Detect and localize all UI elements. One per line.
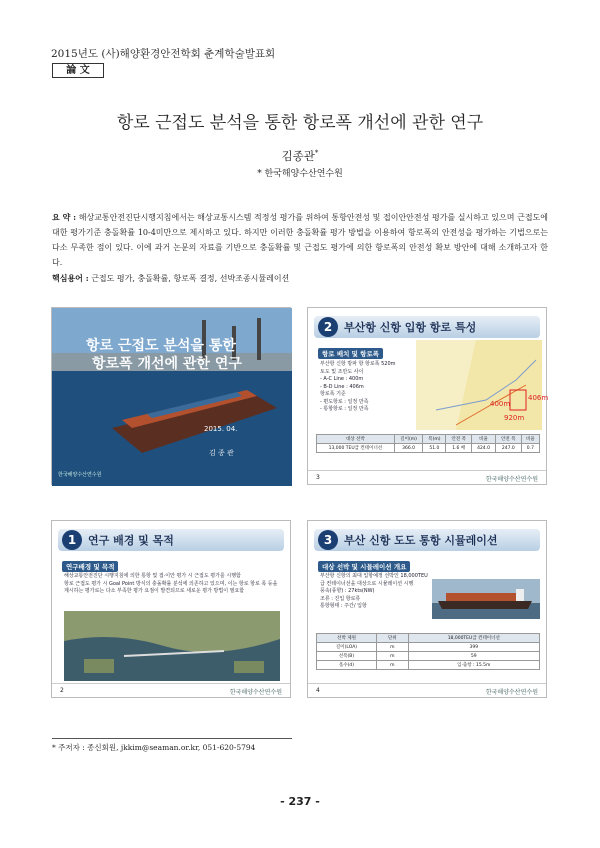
table-cell: m: [377, 661, 409, 670]
slide1-date: 2015. 04.: [204, 425, 238, 433]
slide-footer: [308, 470, 546, 484]
table-cell: 424.0: [472, 444, 496, 453]
table-cell: 366.0: [394, 444, 423, 453]
footnote-divider: [52, 738, 292, 739]
table-row: [317, 643, 540, 652]
slide1-org: 한국해양수산연수원: [58, 472, 102, 478]
slide-number-badge: 2: [318, 317, 338, 337]
table-header-cell: 단위: [377, 634, 409, 643]
slide-busan-port-route: [307, 307, 547, 485]
slide-number-badge: 3: [318, 530, 338, 550]
table-cell: m: [377, 652, 409, 661]
slide-header: [314, 316, 540, 338]
slide-org: 한국해양수산연수원: [485, 689, 538, 696]
table-header-cell: 대상 선박: [317, 435, 395, 444]
abstract-text: 해상교통안전진단시행지침에서는 해상교통시스템 적정성 평가를 위하여 통항안전성 및 접이안안전성 평가를 실시하고 있으며 근접도에 대한 평가기준 충돌확률 10-4미만으로 제시하고 있다. 하지만 이러한 충돌확률 평가 방법을 이용하여 항로폭의 안전성을 평가하는 기법으로는 다소 무족한 점이 있다. 이에 과거 논문의 자료를 기반으로 충돌확률 및 근접도 평가에 의한 항로폭의 안전성 확보 방안에 대해 소개하고자 한다.: [52, 213, 548, 267]
table-cell: 0.7: [521, 444, 539, 453]
keywords-label: 핵심용어 :: [52, 273, 89, 283]
slide-header: [58, 529, 284, 551]
table-row: [317, 661, 540, 670]
table-row: [317, 652, 540, 661]
table-cell: 399: [408, 643, 539, 652]
route-chart-map: [416, 340, 549, 430]
slide-footer: [52, 683, 290, 697]
table-header-cell: 안전 폭: [495, 435, 521, 444]
slide-research-background: [51, 520, 291, 698]
table-cell: 길이(LOA): [317, 643, 377, 652]
bullet: - B-D Line : 406m: [320, 383, 364, 390]
table-header-cell: 18,000TEU급 컨테이너선: [408, 634, 539, 643]
bullet: 토도 및 조만도 사이: [320, 368, 364, 375]
map-label: 406m: [528, 394, 549, 402]
table-cell: 247.0: [495, 444, 521, 453]
table-cell: 13,000 TEU급 컨테이너선: [317, 444, 395, 453]
bullet: 항로 근접도 평가 시 Goal Point 방식의 충돌확률 분석에 의존하고 있으며, 이는 항로 항로 폭 등을 제시하는 평가로는 다소 부족한 평가 요점이 발견되므로 새로운 평가 방법이 필요함: [64, 580, 278, 594]
slide1-title-line2: 항로폭 개선에 관한 연구: [92, 356, 242, 372]
abstract: [52, 210, 548, 270]
satellite-image: [64, 611, 280, 681]
bullet: 조류 : 진입 항로류: [320, 595, 361, 602]
bullet: 부산항 신항 방파 항 항로폭 520m: [320, 361, 396, 367]
slide-number-badge: 1: [62, 530, 82, 550]
bullet: - 편도항로 : 일정 만족: [320, 398, 369, 405]
author-line: [0, 148, 600, 164]
slide-bullets: [64, 573, 280, 596]
table-header-row: [317, 435, 540, 444]
slide-bullets: [320, 361, 412, 414]
paper-title: 항로 근접도 분석을 통한 항로폭 개선에 관한 연구: [116, 113, 484, 133]
bullet: 풍속(풍향) : 27kts(NW): [320, 588, 375, 594]
slide-simulation: [307, 520, 547, 698]
bullet: 항로폭 기준: [320, 391, 346, 397]
table-header-row: [317, 634, 540, 643]
slide-page-number: 2: [60, 687, 64, 694]
slide-page-number: 3: [316, 474, 320, 481]
bullet: 부산항 신항의 최대 입항예정 선박인 18,000TEU급 컨테이너선을 대상으로 시뮬레이션 시행: [320, 573, 428, 587]
table-row: [317, 444, 540, 453]
slide-org: 한국해양수산연수원: [485, 476, 538, 483]
slide-subheading: 대상 선박 및 시뮬레이션 개요: [318, 561, 410, 572]
keywords: [52, 273, 548, 284]
slide1-title-line1: 항로 근접도 분석을 통한: [86, 338, 236, 354]
table-cell: 51.0: [423, 444, 446, 453]
author-name: 김종관: [281, 149, 315, 163]
slide-title: 부산항 신항 입항 항로 특성: [344, 321, 477, 334]
table-cell: 59: [408, 652, 539, 661]
author-mark: *: [314, 149, 319, 158]
table-header-cell: 비율: [472, 435, 496, 444]
slide-title: [51, 307, 291, 485]
table-cell: 흘수(d): [317, 661, 377, 670]
container-ship-image: [432, 579, 540, 619]
table-cell: 입·출항 : 15.5m: [408, 661, 539, 670]
bullet: 통항형태 : 주간/ 입항: [320, 603, 367, 609]
table-cell: 1.6 배: [446, 444, 472, 453]
footnote: * 주저자 : 종신회원, jkkim@seaman.or.kr, 051-620-5794: [52, 743, 256, 752]
slide-page-number: 4: [316, 687, 320, 694]
bullet: 해상교통안전진단 시행지침에 의한 통항 및 접·이안 평가 시 근접도 평가를 시행함: [64, 573, 241, 579]
bullet: - 통항항로 : 일정 만족: [320, 406, 369, 412]
slide-header: [314, 529, 540, 551]
slide-title: 부산 신항 도도 통항 시뮬레이션: [344, 534, 498, 547]
affiliation: * 한국해양수산연수원: [257, 169, 343, 179]
slide-subheading: 연구배경 및 목적: [62, 561, 118, 572]
conference-header: 2015년도 (사)해양환경안전학회 춘계학술발표회: [51, 48, 276, 60]
slide-title: 연구 배경 및 목적: [88, 534, 174, 547]
abstract-label: 요 약 :: [52, 212, 77, 222]
page-number: - 237 -: [280, 795, 320, 808]
slide-footer: [308, 683, 546, 697]
slide-org: 한국해양수산연수원: [229, 689, 282, 696]
slide-subheading: 항로 배치 및 항로폭: [318, 348, 383, 359]
article-type-tag: 論 文: [52, 63, 104, 78]
table-cell: m: [377, 643, 409, 652]
table-header-cell: 길이(m): [394, 435, 423, 444]
table-header-cell: 안전 폭: [446, 435, 472, 444]
table-header-cell: 폭(m): [423, 435, 446, 444]
ship-spec-table: [316, 633, 540, 670]
table-header-cell: 선박 제원: [317, 634, 377, 643]
keywords-text: 근접도 평가, 충돌확률, 항로폭 결정, 선박조종시뮬레이션: [91, 274, 290, 283]
table-header-cell: 비율: [521, 435, 539, 444]
map-label: 400m: [490, 400, 511, 408]
table-cell: 선폭(B): [317, 652, 377, 661]
vessel-table: [316, 434, 540, 453]
slide1-presenter: 김 종 관: [209, 449, 234, 457]
slide-bullets: [320, 573, 428, 611]
bullet: - A-C Line : 400m: [320, 376, 364, 382]
map-label: 920m: [504, 414, 525, 422]
